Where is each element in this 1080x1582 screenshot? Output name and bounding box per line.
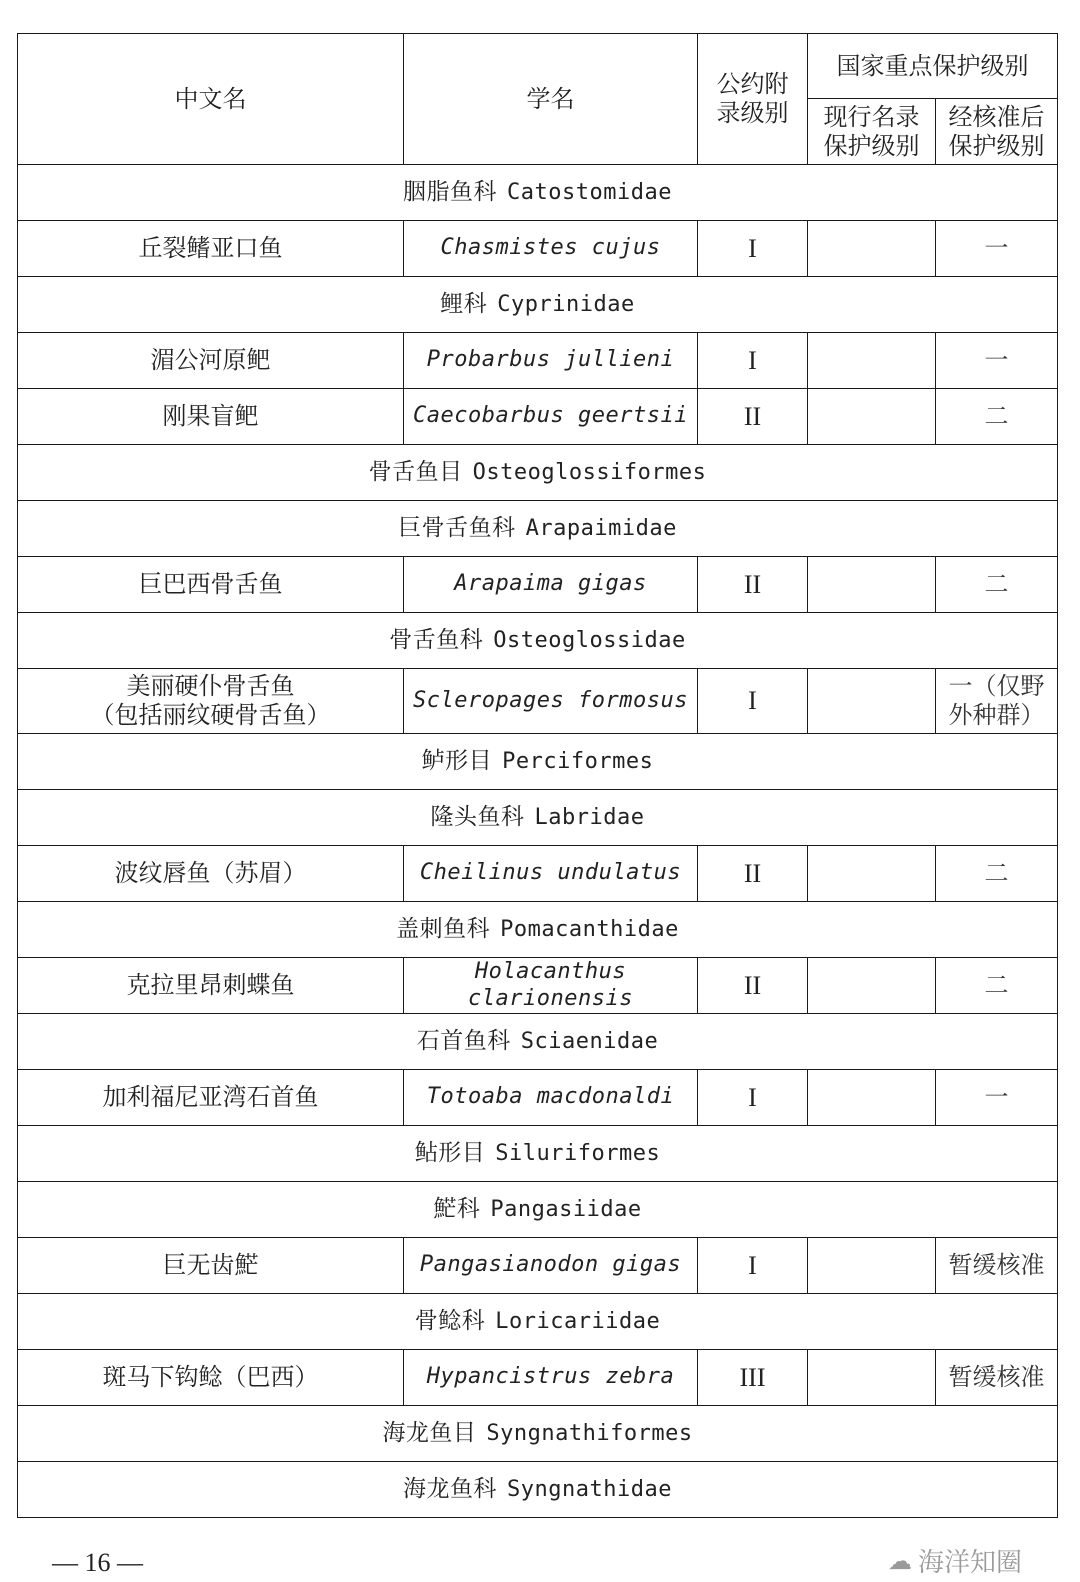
species-approved-level-text: 二 — [984, 971, 1009, 1000]
taxon-group-row — [18, 1126, 1058, 1182]
taxon-group-chinese: 鲈形目 — [421, 747, 493, 774]
taxon-group-row — [18, 501, 1058, 557]
species-scientific-name-text: Pangasianodon gigas — [419, 1252, 682, 1278]
species-appendix-level-text: III — [739, 1362, 766, 1392]
taxon-group-latin: Siluriformes — [495, 1140, 661, 1166]
taxon-group-row — [18, 277, 1058, 333]
species-scientific-name — [404, 221, 698, 277]
species-row — [18, 1070, 1058, 1126]
taxon-group-latin: Osteoglossiformes — [472, 459, 707, 485]
taxon-group-row — [18, 790, 1058, 846]
taxon-group-chinese: 海龙鱼科 — [403, 1475, 498, 1502]
species-chinese-name-text: 湄公河原鲃 — [150, 346, 271, 375]
species-chinese-name — [18, 557, 404, 613]
species-appendix-level-text: II — [743, 569, 762, 599]
species-appendix-level-text: II — [743, 401, 762, 431]
taxon-group-latin: Loricariidae — [495, 1308, 661, 1334]
species-scientific-name-text: Probarbus jullieni — [426, 347, 675, 373]
watermark-text: 海洋知圈 — [918, 1548, 1023, 1578]
taxon-group-latin: Sciaenidae — [520, 1028, 659, 1054]
species-current-level — [808, 389, 936, 445]
header-approved-line1: 经核准后 — [948, 102, 1045, 131]
species-scientific-name-text: Arapaima gigas — [454, 571, 647, 597]
taxon-group-cell — [18, 277, 1058, 333]
header-current-line2: 保护级别 — [823, 131, 920, 160]
species-appendix-level — [698, 1238, 808, 1294]
species-row — [18, 669, 1058, 734]
species-scientific-name-text: Totoaba macdonaldi — [426, 1084, 675, 1110]
species-appendix-level — [698, 958, 808, 1014]
page-number: — 16 — — [52, 1548, 143, 1577]
species-approved-level — [936, 1070, 1058, 1126]
species-scientific-name-text: clarionensis — [468, 985, 633, 1011]
species-scientific-name — [404, 1350, 698, 1406]
species-appendix-level — [698, 669, 808, 734]
species-approved-level — [936, 389, 1058, 445]
species-chinese-name-text: 加利福尼亚湾石首鱼 — [102, 1083, 319, 1112]
species-current-level — [808, 1070, 936, 1126]
species-scientific-name — [404, 669, 698, 734]
taxon-group-chinese: 𩷶科 — [433, 1195, 481, 1222]
species-chinese-name-text: （包括丽纹硬骨舌鱼） — [90, 701, 331, 729]
species-current-level — [808, 669, 936, 734]
taxon-group-row — [18, 165, 1058, 221]
species-row — [18, 846, 1058, 902]
taxon-group-chinese: 隆头鱼科 — [430, 803, 525, 830]
species-approved-level — [936, 669, 1058, 734]
wechat-icon: ☁ — [888, 1546, 912, 1575]
species-current-level — [808, 1238, 936, 1294]
species-chinese-name-text: 克拉里昂刺蝶鱼 — [126, 971, 295, 1000]
taxon-group-chinese: 鲤科 — [440, 290, 488, 317]
header-chinese-name: 中文名 — [18, 34, 404, 165]
taxon-group-row — [18, 902, 1058, 958]
taxon-group-chinese: 骨舌鱼科 — [389, 626, 484, 653]
species-current-level — [808, 333, 936, 389]
species-row — [18, 389, 1058, 445]
taxon-group-cell — [18, 734, 1058, 790]
taxon-group-cell — [18, 902, 1058, 958]
species-scientific-name — [404, 1070, 698, 1126]
species-appendix-level-text: II — [743, 970, 762, 1000]
species-approved-level — [936, 333, 1058, 389]
header-appendix-level — [698, 34, 808, 165]
species-scientific-name-text: Caecobarbus geertsii — [413, 403, 688, 429]
species-chinese-name-text: 波纹唇鱼（苏眉） — [114, 859, 307, 888]
taxon-group-cell — [18, 501, 1058, 557]
header-appendix-line2: 录级别 — [716, 99, 789, 127]
table-body — [18, 165, 1058, 1518]
taxon-group-chinese: 胭脂鱼科 — [403, 178, 498, 205]
species-chinese-name — [18, 958, 404, 1014]
species-approved-level — [936, 557, 1058, 613]
taxon-group-row — [18, 1462, 1058, 1518]
species-scientific-name-text: Chasmistes cujus — [440, 235, 661, 261]
taxon-group-chinese: 骨舌鱼目 — [368, 458, 463, 485]
species-chinese-name — [18, 669, 404, 734]
species-approved-level — [936, 1350, 1058, 1406]
taxon-group-cell — [18, 790, 1058, 846]
species-row — [18, 333, 1058, 389]
taxon-group-row — [18, 1406, 1058, 1462]
taxon-group-chinese: 盖刺鱼科 — [396, 915, 491, 942]
header-approved-level — [936, 99, 1058, 165]
taxon-group-latin: Pangasiidae — [490, 1196, 642, 1222]
taxon-group-cell — [18, 1462, 1058, 1518]
species-chinese-name-text: 丘裂鳍亚口鱼 — [138, 234, 283, 263]
taxon-group-chinese: 巨骨舌鱼科 — [398, 514, 516, 541]
species-appendix-level-text: I — [748, 233, 757, 263]
species-row — [18, 958, 1058, 1014]
species-scientific-name-text: Holacanthus — [474, 959, 627, 985]
watermark — [888, 1542, 1022, 1579]
taxon-group-chinese: 海龙鱼目 — [382, 1419, 477, 1446]
header-appendix-line1: 公约附 — [716, 70, 789, 99]
taxon-group-cell — [18, 445, 1058, 501]
taxon-group-latin: Catostomidae — [507, 179, 672, 205]
species-approved-level — [936, 1238, 1058, 1294]
species-scientific-name — [404, 846, 698, 902]
taxon-group-cell — [18, 165, 1058, 221]
taxon-group-cell — [18, 1294, 1058, 1350]
species-approved-level-text: 二 — [984, 570, 1009, 599]
species-appendix-level-text: I — [748, 686, 757, 716]
species-current-level — [808, 958, 936, 1014]
species-approved-level-text: 暂缓核准 — [948, 1363, 1045, 1392]
species-current-level — [808, 1350, 936, 1406]
species-chinese-name-text: 斑马下钩鲶（巴西） — [102, 1363, 319, 1392]
taxon-group-row — [18, 1294, 1058, 1350]
species-current-level — [808, 846, 936, 902]
species-scientific-name — [404, 333, 698, 389]
species-chinese-name — [18, 846, 404, 902]
species-appendix-level-text: II — [743, 858, 762, 888]
taxon-group-latin: Arapaimidae — [525, 515, 677, 541]
species-approved-level-text: 一（仅野 — [948, 672, 1045, 701]
species-approved-level — [936, 958, 1058, 1014]
taxon-group-chinese: 鲇形目 — [414, 1139, 486, 1166]
species-approved-level-text: 外种群） — [948, 701, 1045, 729]
taxon-group-latin: Syngnathiformes — [486, 1420, 693, 1446]
species-row — [18, 557, 1058, 613]
species-approved-level-text: 二 — [984, 402, 1009, 431]
taxon-group-row — [18, 1182, 1058, 1238]
header-current-level — [808, 99, 936, 165]
species-approved-level-text: 一 — [984, 234, 1009, 263]
species-approved-level — [936, 846, 1058, 902]
species-scientific-name — [404, 557, 698, 613]
species-scientific-name — [404, 389, 698, 445]
species-appendix-level-text: I — [748, 1250, 757, 1280]
species-row — [18, 1238, 1058, 1294]
species-chinese-name — [18, 1238, 404, 1294]
species-row — [18, 1350, 1058, 1406]
species-chinese-name-text: 刚果盲鲃 — [162, 402, 259, 431]
species-current-level — [808, 221, 936, 277]
header-scientific-name: 学名 — [404, 34, 698, 165]
taxon-group-latin: Cyprinidae — [497, 291, 635, 317]
species-approved-level-text: 一 — [984, 1083, 1009, 1112]
taxon-group-latin: Pomacanthidae — [500, 916, 679, 942]
taxon-group-latin: Osteoglossidae — [493, 627, 686, 653]
taxon-group-chinese: 石首鱼科 — [416, 1027, 511, 1054]
taxon-group-cell — [18, 1182, 1058, 1238]
species-row — [18, 221, 1058, 277]
species-chinese-name — [18, 221, 404, 277]
species-chinese-name-text: 巨巴西骨舌鱼 — [138, 570, 283, 599]
species-scientific-name-text: Hypancistrus zebra — [426, 1364, 675, 1390]
species-appendix-level — [698, 333, 808, 389]
species-chinese-name — [18, 389, 404, 445]
species-chinese-name-text: 美丽硬仆骨舌鱼 — [126, 672, 295, 701]
table-header — [18, 34, 1058, 165]
species-scientific-name — [404, 958, 698, 1014]
species-chinese-name — [18, 1070, 404, 1126]
taxon-group-latin: Syngnathidae — [507, 1476, 672, 1502]
taxon-group-latin: Labridae — [534, 804, 645, 830]
header-approved-line2: 保护级别 — [948, 131, 1045, 160]
species-appendix-level — [698, 1070, 808, 1126]
species-current-level — [808, 557, 936, 613]
taxon-group-cell — [18, 1126, 1058, 1182]
taxon-group-row — [18, 734, 1058, 790]
species-approved-level — [936, 221, 1058, 277]
species-protection-table — [17, 33, 1058, 1518]
species-approved-level-text: 暂缓核准 — [948, 1251, 1045, 1280]
species-appendix-level — [698, 389, 808, 445]
species-appendix-level — [698, 846, 808, 902]
taxon-group-cell — [18, 613, 1058, 669]
species-scientific-name-text: Scleropages formosus — [413, 687, 688, 713]
species-appendix-level — [698, 1350, 808, 1406]
species-approved-level-text: 一 — [984, 346, 1009, 375]
taxon-group-cell — [18, 1014, 1058, 1070]
taxon-group-cell — [18, 1406, 1058, 1462]
species-chinese-name-text: 巨无齿𩷶 — [162, 1251, 259, 1280]
taxon-group-row — [18, 1014, 1058, 1070]
taxon-group-latin: Perciformes — [502, 748, 654, 774]
header-national-level: 国家重点保护级别 — [808, 34, 1058, 99]
species-appendix-level-text: I — [748, 1082, 757, 1112]
taxon-group-row — [18, 445, 1058, 501]
species-scientific-name — [404, 1238, 698, 1294]
species-chinese-name — [18, 1350, 404, 1406]
species-appendix-level-text: I — [748, 345, 757, 375]
species-appendix-level — [698, 557, 808, 613]
species-appendix-level — [698, 221, 808, 277]
taxon-group-chinese: 骨鲶科 — [414, 1307, 486, 1334]
species-scientific-name-text: Cheilinus undulatus — [419, 860, 682, 886]
taxon-group-row — [18, 613, 1058, 669]
species-approved-level-text: 二 — [984, 859, 1009, 888]
header-current-line1: 现行名录 — [823, 102, 920, 131]
species-chinese-name — [18, 333, 404, 389]
